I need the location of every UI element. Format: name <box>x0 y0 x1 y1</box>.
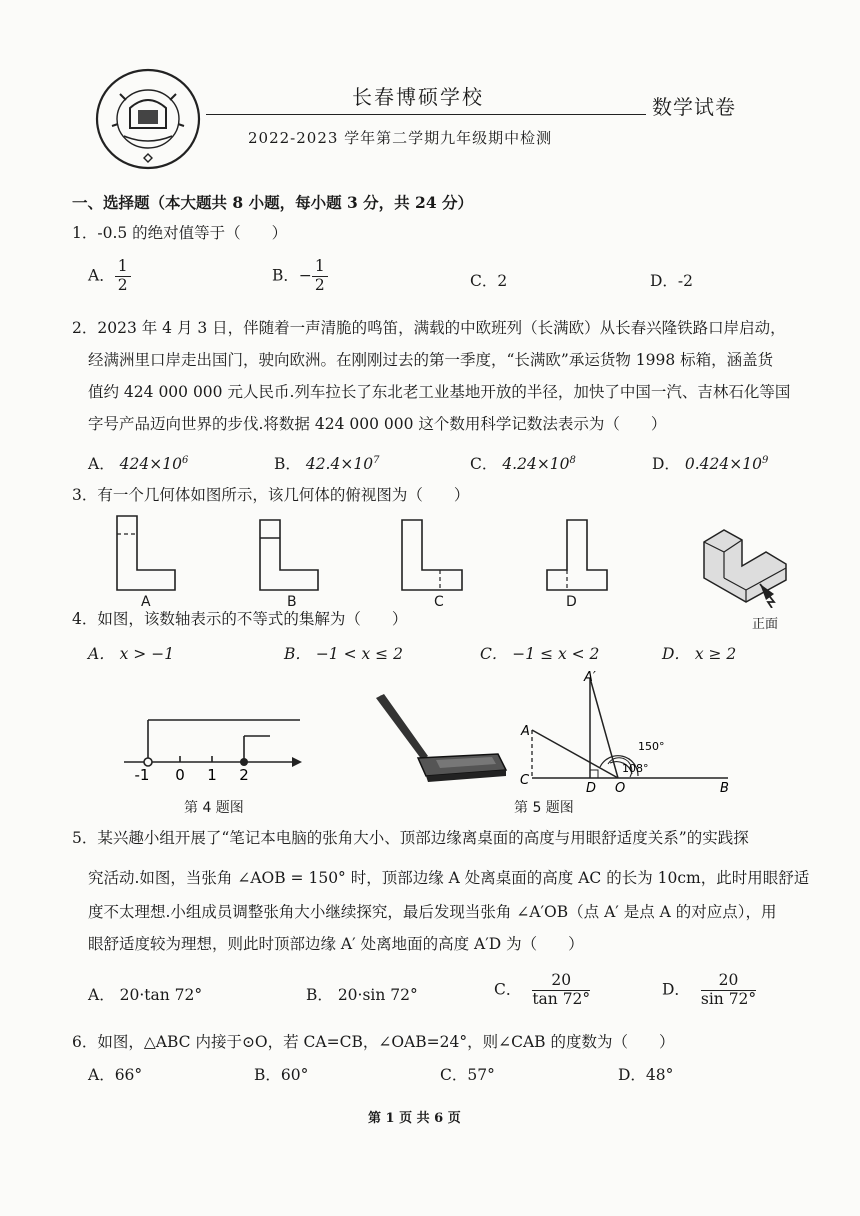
q2-line1: 2．2023 年 4 月 3 日，伴随着一声清脆的鸣笛，满载的中欧班列（长满欧）从长春兴隆铁路口岸启动， <box>72 319 786 337</box>
q4-tick-minus1: -1 <box>134 766 150 782</box>
q5-point-b: B <box>720 781 729 792</box>
q3-stem: 3．有一个几何体如图所示，该几何体的俯视图为（ ） <box>72 486 470 504</box>
q4-option-b: B． −1 < x ≤ 2 <box>284 645 403 663</box>
q3-front-label: 正面 <box>752 617 779 632</box>
q4-tick-2: 2 <box>239 766 249 782</box>
q1-option-a: A． $\frac{1}{2}$ <box>88 258 131 295</box>
q6-option-b: B．60° <box>254 1066 309 1084</box>
q1-option-d: D．-2 <box>650 272 694 290</box>
exam-title: 2022-2023 学年第二学期九年级期中检测 <box>248 129 553 147</box>
section-title: 一、选择题（本大题共 8 小题，每小题 3 分，共 24 分） <box>72 193 474 212</box>
header-rule <box>206 114 646 115</box>
q3-label-c: C <box>434 594 444 610</box>
page-number: 第 1 页 共 6 页 <box>368 1111 461 1126</box>
laptop-illustration <box>366 692 508 784</box>
q6-stem: 6．如图，△ABC 内接于⊙O，若 CA=CB，∠OAB=24°，则∠CAB 的度数为（ ） <box>72 1033 675 1051</box>
q5-line1: 5．某兴趣小组开展了“笔记本电脑的张角大小、顶部边缘离桌面的高度与用眼舒适度关系”的实践探 <box>72 829 749 847</box>
q5-point-a: A <box>521 724 530 739</box>
q5-option-d: D． $\frac{20}{\sin 72^\circ}$ <box>662 971 757 1008</box>
q3-label-d: D <box>566 594 577 610</box>
q3-view-c <box>400 518 464 592</box>
q2-option-c: C． $4.24\times 10^8$ <box>470 455 576 474</box>
q3-view-b <box>258 518 320 592</box>
q4-tick-0: 0 <box>175 766 185 782</box>
q3-solid-figure <box>694 512 804 608</box>
q5-option-b: B． 20·sin 72° <box>306 986 418 1004</box>
q3-view-a <box>115 514 177 592</box>
q5-option-c: C． $\frac{20}{\tan 72^\circ}$ <box>494 971 591 1008</box>
q5-point-d: D <box>586 781 597 792</box>
q5-angle-108: 108° <box>622 762 649 775</box>
q4-option-c: C． −1 ≤ x < 2 <box>480 645 600 663</box>
q2-option-d: D． $0.424\times 10^9$ <box>652 455 769 474</box>
q2-line3: 值约 424 000 000 元人民币.列车拉长了东北老工业基地开放的半径，加快了中国一汽、吉林石化等国 <box>88 383 791 401</box>
q5-line4: 眼舒适度较为理想，则此时顶部边缘 A′ 处离地面的高度 A′D 为（ ） <box>88 935 584 953</box>
q6-option-a: A．66° <box>88 1066 143 1084</box>
school-seal <box>94 66 202 172</box>
q4-stem: 4．如图，该数轴表示的不等式的集解为（ ） <box>72 610 408 628</box>
q6-option-d: D．48° <box>618 1066 674 1084</box>
school-name: 长春博硕学校 <box>352 85 484 109</box>
q2-option-b: B． $42.4\times 10^7$ <box>274 455 380 474</box>
q5-line3: 度不太理想.小组成员调整张角大小继续探究，最后发现当张角 ∠A′OB（点 A′ 是点 A 的对应点），用 <box>88 903 777 921</box>
q4-option-a: A． x > −1 <box>88 645 175 663</box>
q5-geometry-figure <box>518 668 738 792</box>
q1-stem: 1．-0.5 的绝对值等于（ ） <box>72 224 288 242</box>
q5-point-o: O <box>615 781 626 792</box>
q2-option-a: A． $424\times 10^6$ <box>88 455 189 474</box>
q5-option-a: A． 20·tan 72° <box>88 986 203 1004</box>
q5-point-c: C <box>520 773 530 788</box>
q2-line2: 经满洲里口岸走出国门，驶向欧洲。在刚刚过去的第一季度，“长满欧”承运货物 1998 标箱，涵盖货 <box>88 351 774 369</box>
q1-option-c: C．2 <box>470 272 508 290</box>
q4-number-line-figure <box>120 712 310 782</box>
q3-label-a: A <box>141 594 151 610</box>
q5-point-a-prime: A′ <box>584 670 596 685</box>
q4-fig-caption: 第 4 题图 <box>184 800 244 816</box>
q3-label-b: B <box>287 594 297 610</box>
q2-line4: 字号产品迈向世界的步伐.将数据 424 000 000 这个数用科学记数法表示为（ ） <box>88 415 667 433</box>
q6-option-c: C．57° <box>440 1066 495 1084</box>
q3-view-d <box>545 518 609 592</box>
paper-type: 数学试卷 <box>652 95 736 119</box>
q4-tick-1: 1 <box>207 766 217 782</box>
q1-option-b: B．− $\frac{1}{2}$ <box>272 258 328 295</box>
q4-option-d: D． x ≥ 2 <box>662 645 737 663</box>
q5-angle-150: 150° <box>638 740 665 753</box>
q5-fig-caption: 第 5 题图 <box>514 800 574 816</box>
q5-line2: 究活动.如图，当张角 ∠AOB = 150° 时，顶部边缘 A 处离桌面的高度 AC 的长为 10cm，此时用眼舒适 <box>88 869 810 887</box>
